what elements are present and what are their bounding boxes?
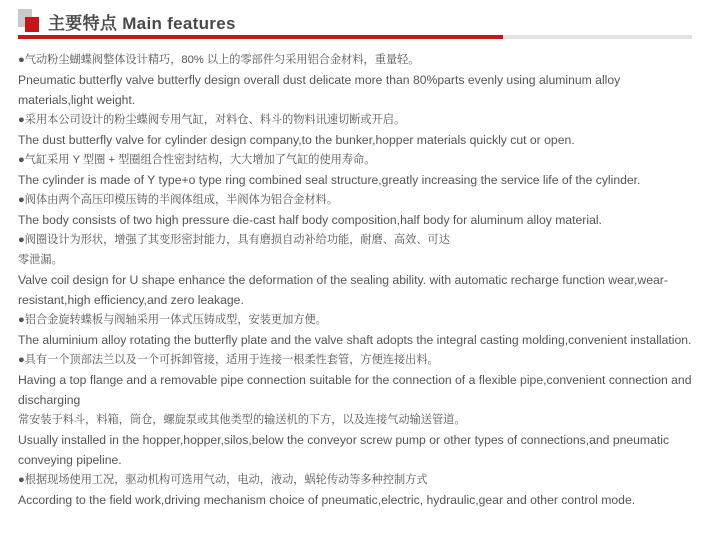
feature-line: Usually installed in the hopper,hopper,silos,below the conveyor screw pump or other types of connections,and pneumatic conveying pipeline. (18, 433, 670, 467)
marker-red-square (25, 17, 39, 32)
feature-line: 常安装于料斗，料箱，筒仓，螺旋泵或其他类型的输送机的下方，以及连接气动输送管道。 (18, 414, 466, 426)
feature-line: ●具有一个顶部法兰以及一个可拆卸管接，适用于连接一根柔性套管，方便连接出料。 (18, 354, 439, 366)
feature-line: The aluminium alloy rotating the butterfly plate and the valve shaft adopts the integral casting molding,convenient installation. (18, 333, 692, 347)
feature-line: ●气缸采用 Y 型圈 + 型圈组合性密封结构，大大增加了气缸的使用寿命。 (18, 154, 376, 166)
feature-line: Pneumatic butterfly valve butterfly design overall dust delicate more than 80%parts evenly using aluminum alloy materials,light weight. (18, 73, 621, 107)
feature-line: 零泄漏。 (18, 254, 63, 266)
header-divider (18, 35, 692, 39)
feature-line: Having a top flange and a removable pipe connection suitable for the connection of a flexible pipe,convenient connection and discharging (18, 373, 692, 407)
feature-line: ●气动粉尘蝴蝶阀整体设计精巧，80% 以上的零部件匀采用铝合金材料，重量轻。 (18, 54, 420, 66)
feature-line: ●采用本公司设计的粉尘蝶阀专用气缸，对料仓、料斗的物料讯速切断或开启。 (18, 114, 406, 126)
feature-line: ●根据现场使用工况，驱动机构可选用气动，电动，液动，蜗轮传动等多种控制方式 (18, 474, 428, 486)
feature-line: The dust butterfly valve for cylinder design company,to the bunker,hopper materials quickly cut or open. (18, 133, 575, 147)
feature-line: ●阀体由两个高压印模压铸的半阀体组成，半阀体为铝合金材料。 (18, 194, 339, 206)
feature-line: ●阀圈设计为形状，增强了其变形密封能力，具有磨损自动补给功能，耐磨、高效、可达 (18, 234, 450, 246)
features-list (18, 50, 694, 510)
feature-line: The body consists of two high pressure die-cast half body composition,half body for aluminum alloy material. (18, 213, 602, 227)
feature-line: According to the field work,driving mechanism choice of pneumatic,electric, hydraulic,gear and other control mode. (18, 493, 636, 507)
feature-line: Valve coil design for U shape enhance the deformation of the sealing ability. with automatic recharge function wear,wear-resistant,high efficiency,and zero leakage. (18, 273, 668, 307)
section-title: 主要特点 Main features (48, 13, 236, 33)
section-marker-icon (18, 9, 40, 33)
header-divider-accent (18, 35, 503, 39)
feature-line: The cylinder is made of Y type+o type ring combined seal structure,greatly increasing the service life of the cylinder. (18, 173, 641, 187)
feature-line: ●铝合金旋转蝶板与阀轴采用一体式压铸成型，安装更加方便。 (18, 314, 327, 326)
section-header (18, 8, 236, 34)
